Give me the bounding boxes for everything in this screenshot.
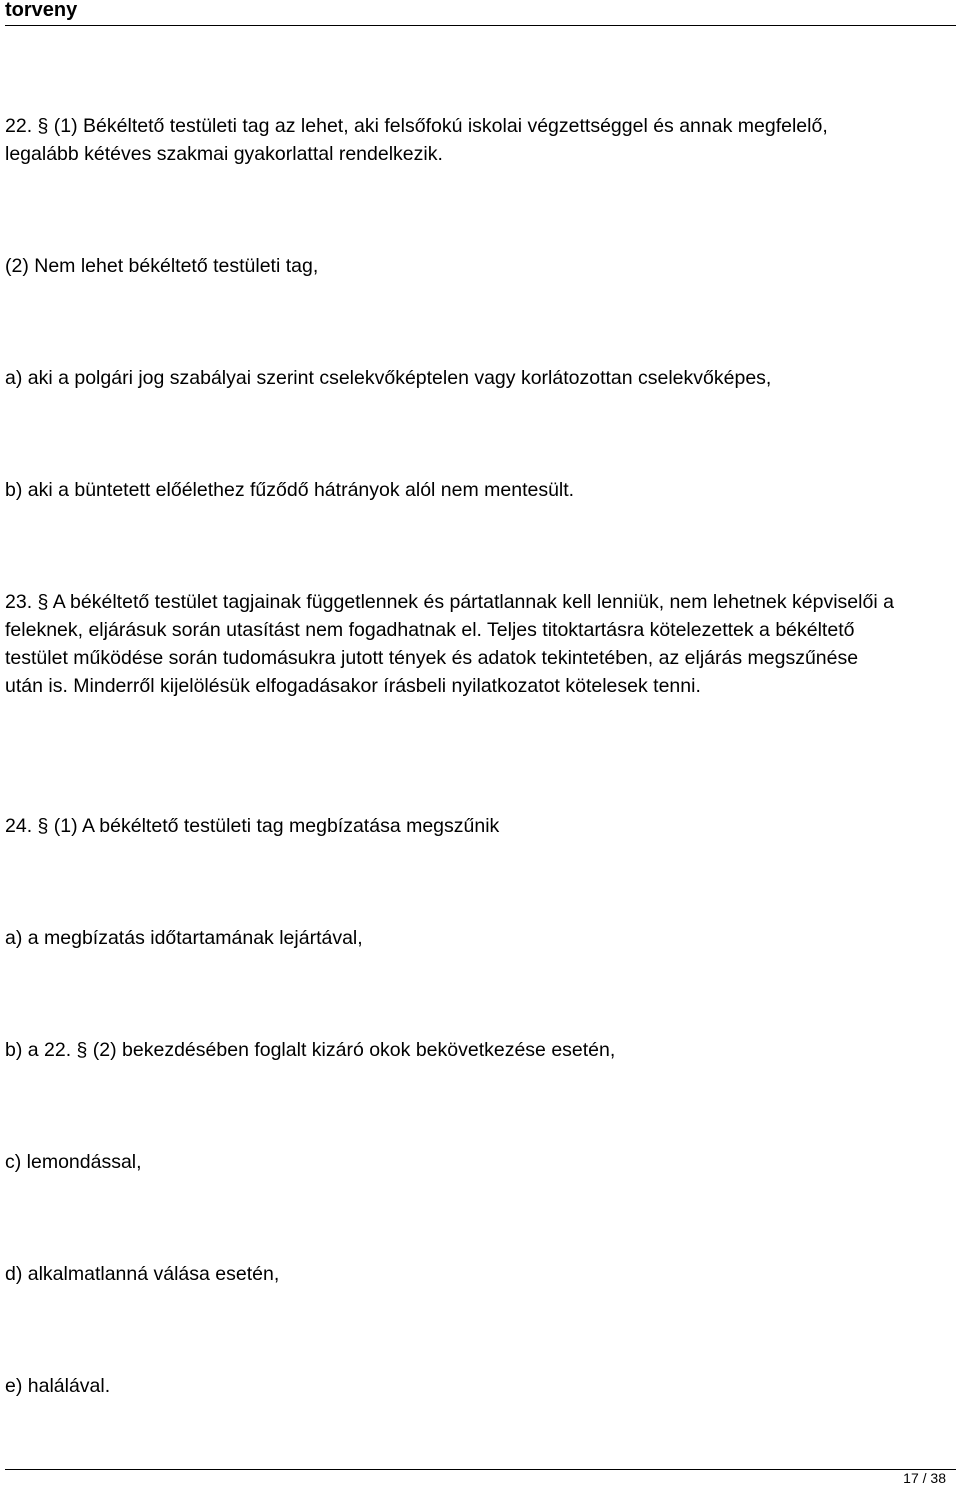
section-22-paragraph-2: (2) Nem lehet békéltető testületi tag,	[5, 255, 319, 277]
section-22-item-a: a) aki a polgári jog szabályai szerint cselekvőképtelen vagy korlátozottan cselekvőképes,	[5, 367, 772, 389]
page-number: 17 / 38	[903, 1470, 946, 1486]
section-24-item-c: c) lemondással,	[5, 1151, 142, 1173]
section-22-item-b: b) aki a büntetett előélethez fűződő hátrányok alól nem mentesült.	[5, 479, 575, 501]
footer-divider	[5, 1469, 956, 1470]
section-22-paragraph-1: 22. § (1) Békéltető testületi tag az lehet, aki felsőfokú iskolai végzettséggel és annak megfelelő, legalább kétéves szakmai gyakorlattal rendelkezik.	[5, 115, 828, 165]
document-title: torveny	[5, 0, 78, 21]
section-24-item-d: d) alkalmatlanná válása esetén,	[5, 1263, 280, 1285]
header-divider	[5, 25, 956, 26]
section-24-item-e: e) halálával.	[5, 1375, 111, 1397]
section-23-paragraph: 23. § A békéltető testület tagjainak függetlennek és pártatlannak kell lenniük, nem lehetnek képviselői a feleknek, eljárásuk során utasítást nem fogadhatnak el. Teljes titoktartásra kötelezettek a békéltető testület működése során tudomásukra jutott tények és adatok tekintetében, az eljárás megszűnése után is. Minderről kijelölésük elfogadásakor írásbeli nyilatkozatot kötelesek tenni.	[5, 591, 894, 697]
section-24-item-a: a) a megbízatás időtartamának lejártával,	[5, 927, 363, 949]
section-24-item-b: b) a 22. § (2) bekezdésében foglalt kizáró okok bekövetkezése esetén,	[5, 1039, 616, 1061]
section-24-paragraph-1: 24. § (1) A békéltető testületi tag megbízatása megszűnik	[5, 815, 500, 837]
